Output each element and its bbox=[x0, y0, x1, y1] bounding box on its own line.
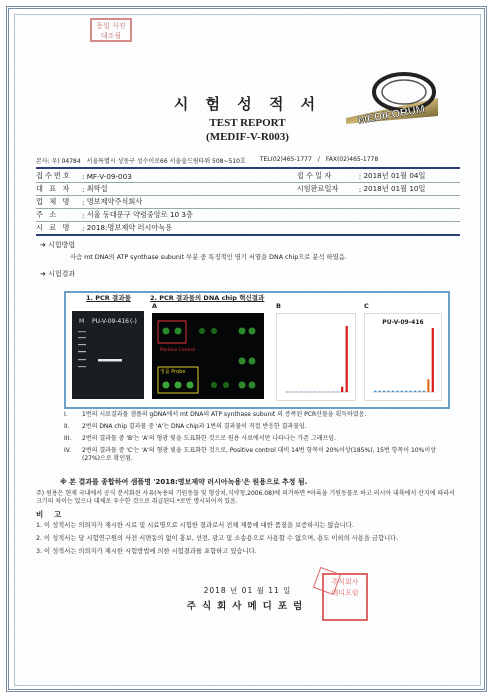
note-item: 2. 이 성적서는 당 시험연구원의 사전 서면동의 없이 홍보, 선전, 광고 및 소송용으로 사용할 수 없으며, 용도 이외의 사용을 금합니다. bbox=[36, 535, 399, 542]
chart-bar bbox=[414, 391, 416, 392]
figure-label-2: 2. PCR 결과물의 DNA chip 혁신결과 bbox=[150, 294, 265, 302]
rep-value: 최학섭 bbox=[86, 184, 108, 193]
chart-bar bbox=[401, 391, 403, 392]
telephone: TEL(02)465-1777 bbox=[259, 156, 312, 163]
receipt-no-label: 접수번호 bbox=[36, 171, 72, 180]
figure-label-b: B bbox=[276, 302, 281, 310]
gel-marker-label: M bbox=[79, 318, 85, 325]
chart-bar bbox=[336, 392, 338, 393]
receipt-no-value: MF-V-09-003 bbox=[86, 171, 132, 181]
result-text: 2번의 결과물 중 'C'는 'A'의 형광 빛을 도표화한 것으로, Positive control 대비 14번 항목이 20%이상(185%), 15번 항목이 10%이상(27%)으로 확인됨. bbox=[82, 447, 436, 462]
chart-bar bbox=[432, 328, 434, 392]
chart-bar bbox=[327, 392, 329, 393]
positive-control-label: Positive Control bbox=[160, 348, 196, 353]
chart-c-title: PU-V-09-416 bbox=[382, 319, 424, 326]
colon: : bbox=[82, 184, 87, 194]
chart-bar bbox=[332, 392, 334, 393]
info-table bbox=[36, 170, 460, 236]
chart-bar bbox=[304, 392, 306, 393]
address-label: 주 소 bbox=[36, 210, 59, 219]
info-row bbox=[36, 196, 460, 209]
chart-bar bbox=[318, 392, 320, 393]
chart-bar bbox=[314, 392, 316, 393]
top-stamp: 동일 사진 대조필 bbox=[90, 18, 132, 42]
chart-bar bbox=[427, 379, 429, 392]
colon: : bbox=[82, 197, 87, 207]
results-list bbox=[64, 411, 446, 467]
chart-bar bbox=[383, 391, 385, 392]
conclusion: ※ 본 결과를 종합하여 샘플명 '2018:명보제약 러시아녹용'은 원용으로 추정 됨. bbox=[60, 478, 308, 486]
result-number: I. bbox=[64, 411, 68, 418]
logo-text: MEDIFORUM bbox=[357, 103, 426, 126]
notes-title: 비 고 bbox=[36, 510, 66, 519]
company-seal: 주식회사 메디포럼 bbox=[322, 573, 368, 621]
chart-bar bbox=[291, 392, 293, 393]
sample-label: 시 료 명 bbox=[36, 223, 72, 232]
chart-bar bbox=[410, 391, 412, 392]
chart-bar bbox=[309, 392, 311, 393]
result-heading bbox=[40, 269, 75, 279]
figure-label-1: 1. PCR 결과물 bbox=[86, 294, 131, 302]
colon: : bbox=[82, 223, 87, 233]
chart-bar bbox=[346, 326, 348, 392]
probe-label: 정품 Probe bbox=[160, 369, 186, 375]
gel-negative-label: (-) bbox=[130, 318, 137, 325]
rep-label: 대 표 자 bbox=[36, 184, 72, 193]
mediforum-logo bbox=[342, 70, 442, 126]
result-number: II. bbox=[64, 423, 70, 430]
address-value: 서울 동대문구 약령중앙로 10 3층 bbox=[86, 210, 193, 219]
chart-bar bbox=[396, 391, 398, 392]
colon: : bbox=[82, 171, 87, 181]
chart-bar bbox=[374, 391, 376, 392]
result-text: 2번의 결과물 중 'B'는 'A'의 형광 빛을 도표화한 것으로 원용 사료에서만 나타나는 가존 그래프임. bbox=[82, 435, 336, 442]
method-text: 사슴 mt DNA의 ATP synthase subunit 부분 중 특징적인 염기 서열을 DNA chip으로 분석 하였음. bbox=[70, 254, 347, 261]
notes-list bbox=[36, 521, 456, 560]
result-item bbox=[64, 411, 446, 419]
issue-date: 2018 년 01 월 11 일 bbox=[203, 586, 292, 595]
separator: / bbox=[317, 156, 320, 163]
chart-bar bbox=[286, 392, 288, 393]
sample-value: 2018:명보제약 러시아녹용 bbox=[86, 223, 173, 232]
postal-code: 본사: 우) 04784 bbox=[36, 158, 81, 165]
colon: : bbox=[82, 210, 87, 220]
chart-bar bbox=[323, 392, 325, 393]
pcr-gel-image bbox=[72, 311, 144, 399]
fax: FAX(02)465-1778 bbox=[325, 156, 379, 163]
dna-chip-image bbox=[152, 313, 264, 399]
note-item: 3. 이 성적서는 의뢰자가 제시한 시험방법에 의한 시험결과를 포함하고 있습니다. bbox=[36, 548, 257, 555]
result-item bbox=[64, 423, 446, 431]
chart-bar bbox=[300, 392, 302, 393]
bar-chart-c bbox=[364, 313, 442, 401]
colon: : bbox=[358, 184, 364, 194]
method-heading bbox=[40, 240, 75, 250]
result-item bbox=[64, 447, 446, 463]
company-label: 업 체 명 bbox=[36, 197, 72, 206]
document-title-korean: 시 험 성 적 서 bbox=[173, 95, 322, 113]
result-number: III. bbox=[64, 435, 72, 442]
info-row bbox=[36, 170, 460, 183]
remark: 주) 원용은 현재 국내에서 공식 문서화된 사유(녹용의 기원동물 및 형상치,식약청,2006.08)에 의거하면 *마록을 기원동물로 하고 러시아 내륙에서 산지에 따라서 크기의 차이는 있으나 대체로 우수한 것으로 취급된다.*로만 명시되어져 있음. bbox=[36, 490, 455, 505]
document-title-english: TEST REPORT bbox=[209, 117, 286, 129]
gel-sample-label: PU-V-09-416 bbox=[92, 318, 129, 325]
company-signature: 주식회사메디포럼 bbox=[186, 601, 309, 612]
receipt-date-label: 접 수 일 자 bbox=[296, 171, 332, 180]
note-item: 1. 이 성적서는 의뢰자가 제시한 시료 및 시료명으로 시험한 결과로서 전체 제품에 대한 품질을 보증하지는 않습니다. bbox=[36, 522, 354, 529]
chart-bar bbox=[387, 391, 389, 392]
result-text: 1번의 시료결과물 샘플의 gDNA에서 mt DNA의 ATP synthase subunit 의 증폭된 PCR산물을 획득하였음. bbox=[82, 411, 367, 418]
colon: : bbox=[358, 171, 364, 181]
complete-date-value: 2018년 01월 10일 bbox=[363, 184, 426, 193]
result-number: IV. bbox=[64, 447, 72, 454]
complete-date-label: 시험완료일자 bbox=[296, 184, 339, 193]
chart-bar bbox=[423, 391, 425, 392]
info-row bbox=[36, 183, 460, 196]
figure-label-a: A bbox=[152, 302, 158, 310]
result-text: 2번의 DNA chip 결과물 중 'A'는 DNA chip과 1번의 결과물이 직접 반응한 결과물임. bbox=[82, 423, 307, 430]
info-row bbox=[36, 209, 460, 222]
company-address: 서울특별시 성동구 성수이로66 서울숲드림타워 508~510호 bbox=[86, 158, 246, 165]
info-row bbox=[36, 222, 460, 236]
result-title: 시험결과 bbox=[48, 270, 76, 278]
document-code: (MEDIF-V-R003) bbox=[206, 131, 289, 143]
method-title: 시험방법 bbox=[48, 241, 76, 249]
chart-bar bbox=[379, 391, 381, 392]
chart-bar bbox=[418, 391, 420, 392]
result-item bbox=[64, 435, 446, 443]
arrow-icon: ➔ bbox=[40, 241, 49, 249]
chart-bar bbox=[392, 391, 394, 392]
receipt-date-value: 2018년 01월 04일 bbox=[363, 171, 426, 180]
chart-bar bbox=[341, 387, 343, 392]
chart-bar bbox=[295, 392, 297, 393]
bar-chart-b bbox=[276, 313, 356, 401]
chart-bar bbox=[405, 391, 407, 392]
figure-label-c: C bbox=[364, 302, 369, 310]
company-value: 명보제약주식회사 bbox=[86, 197, 143, 206]
address-line bbox=[36, 156, 460, 169]
arrow-icon: ➔ bbox=[40, 270, 49, 278]
